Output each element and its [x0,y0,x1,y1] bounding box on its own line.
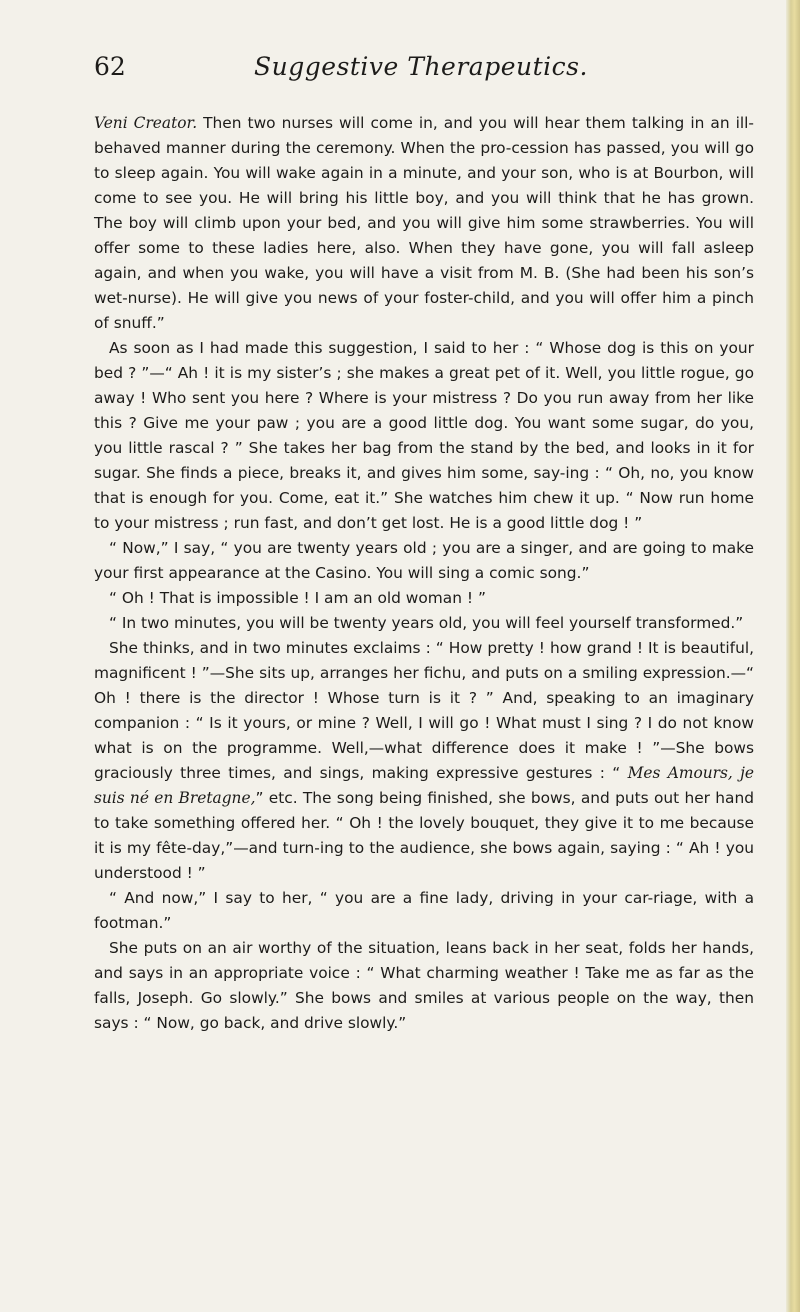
page-edge [786,0,800,1312]
paragraph [94,111,754,336]
running-title: Suggestive Therapeutics. [254,52,588,81]
running-header [94,52,754,92]
body-text [94,111,754,1036]
paragraph [94,636,754,886]
paragraph [94,586,754,611]
paragraph [94,536,754,586]
italic-lead: Veni Creator. [94,114,198,132]
paragraph-text: “ Oh ! That is impossible ! I am an old woman ! ” [109,589,486,607]
paragraph [94,336,754,536]
song-title: Mes Amours, je suis né en Bretagne, [94,764,754,807]
paragraph-text: She thinks, and in two minutes exclaims : “ How pretty ! how grand ! It is beautiful, magnificent ! ”—She sits up, arranges her fichu, and puts on a smiling expression.—“ Oh ! there is the director ! Whose turn is it ? ” And, speaking to an imaginary companion : “ Is it yours, or mine ? Well, I will go ! What must I sing ? I do not know what is on the programme. Well,—what difference does it make ! ”—She bows graciously three times, and sings, making expressive gestures : “ [94,639,754,782]
paragraph-text: As soon as I had made this suggestion, I said to her : “ Whose dog is this on your bed ? ”—“ Ah ! it is my sister’s ; she makes a great pet of it. Well, you little rogue, go away ! Who sent you here ? Where is your mistress ? Do you run away from her like this ? Give me your paw ; you are a good little dog. You want some sugar, do you, you little rascal ? ” She takes her bag from the stand by the bed, and looks in it for sugar. She finds a piece, breaks it, and gives him some, say-ing : “ Oh, no, you know that is enough for you. Come, eat it.” She watches him chew it up. “ Now run home to your mistress ; run fast, and don’t get lost. He is a good little dog ! ” [94,339,754,532]
paragraph-text: Then two nurses will come in, and you will hear them talking in an ill-behaved manner during the ceremony. When the pro-cession has passed, you will go to sleep again. You will wake again in a minute, and your son, who is at Bourbon, will come to see you. He will bring his little boy, and you will think that he has grown. The boy will climb upon your bed, and you will give him some strawberries. You will offer some to these ladies here, also. When they have gone, you will fall asleep again, and when you wake, you will have a visit from M. B. (She had been his son’s wet-nurse). He will give you news of your foster-child, and you will offer him a pinch of snuff.” [94,114,754,332]
paragraph-text: ” etc. The song being finished, she bows, and puts out her hand to take something offered her. “ Oh ! the lovely bouquet, they give it to me because it is my fête-day,”—and turn-ing to the audience, she bows again, saying : “ Ah ! you understood ! ” [94,789,755,882]
paragraph-text: She puts on an air worthy of the situation, leans back in her seat, folds her hands, and says in an appropriate voice : “ What charming weather ! Take me as far as the falls, Joseph. Go slowly.” She bows and smiles at various people on the way, then says : “ Now, go back, and drive slowly.” [94,939,754,1032]
paragraph [94,886,754,936]
paragraph-text: “ In two minutes, you will be twenty years old, you will feel yourself transformed.” [109,614,744,632]
paragraph-text: “ Now,” I say, “ you are twenty years old ; you are a singer, and are going to make your first appearance at the Casino. You will sing a comic song.” [94,539,754,582]
paragraph [94,936,754,1036]
paragraph [94,611,754,636]
paragraph-text: “ And now,” I say to her, “ you are a fine lady, driving in your car-riage, with a footman.” [94,889,754,932]
page-number: 62 [94,52,126,81]
